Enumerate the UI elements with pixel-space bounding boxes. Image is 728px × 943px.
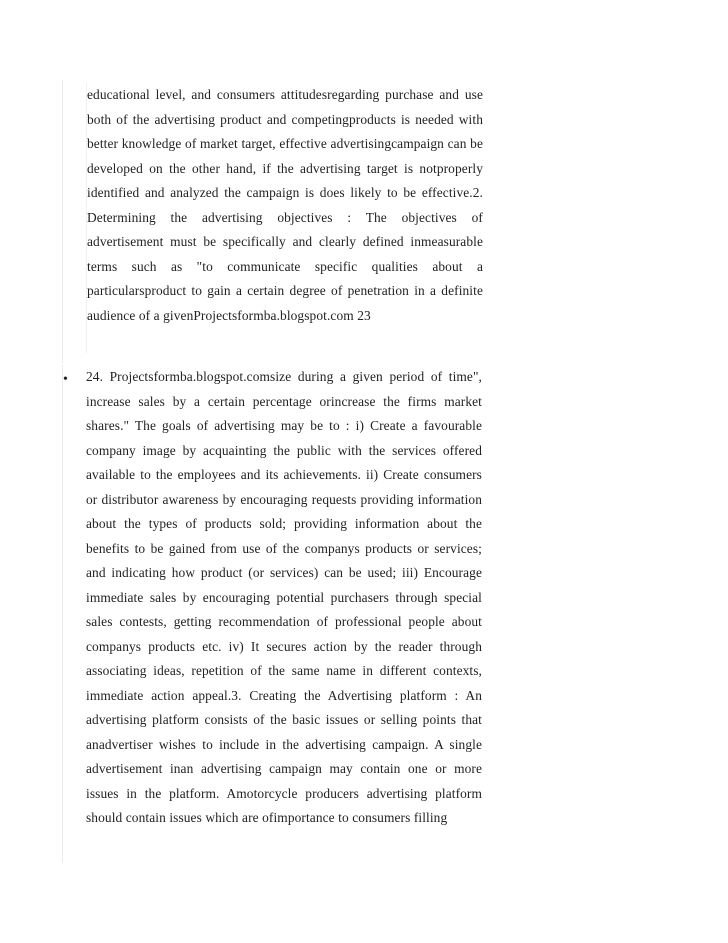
- list-item-advertising-objectives: 24. Projectsformba.blogspot.comsize during a given period of time", increase sales by a certain percentage orincrease the firms market shares." The goals of advertising may be to : i) Create a favourable company image by acquainting the public with the services offered available to the employees and its achievements. ii) Create consumers or distributor awareness by encouraging requests providing information about the types of products sold; providing information about the benefits to be gained from use of the companys products or services; and indicating how product (or services) can be used; iii) Encourage immediate sales by encouraging potential purchasers through special sales contests, getting recommendation of professional people about companys products etc. iv) It secures action by the reader through associating ideas, repetition of the same name in different contexts, immediate action appeal.3. Creating the Advertising platform : An advertising platform consists of the basic issues or selling points that anadvertiser wishes to include in the advertising campaign. A single advertisement inan advertising campaign may contain one or more issues in the platform. Amotorcycle producers advertising platform should contain issues which are ofimportance to consumers filling: [86, 369, 482, 825]
- bullet-icon: •: [63, 372, 68, 387]
- paragraph-divider: [62, 80, 63, 363]
- paragraph-advertising-target: educational level, and consumers attitudesregarding purchase and use both of the advertising product and competingproducts is needed with better knowledge of market target, effective advertisingcampaign can be developed on the other hand, if the advertising target is notproperly identified and analyzed the campaign is does likely to be effective.2. Determining the advertising objectives : The objectives of advertisement must be specifically and clearly defined inmeasurable terms such as "to communicate specific qualities about a particularsproduct to gain a certain degree of penetration in a definite audience of a givenProjectsformba.blogspot.com 23: [86, 83, 483, 353]
- list-divider: [62, 365, 63, 863]
